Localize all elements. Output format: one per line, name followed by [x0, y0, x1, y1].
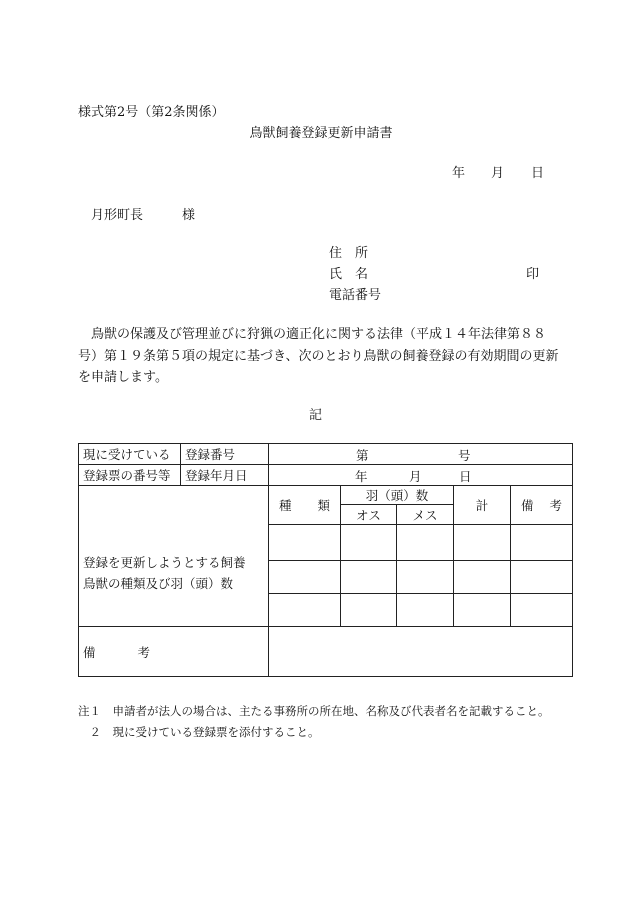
reg-no-dai: 第 [356, 448, 369, 463]
female-count-cell[interactable] [397, 561, 454, 594]
remarks-row-label [79, 627, 269, 677]
col-kind-char-1: 種 [279, 498, 292, 513]
seal-mark: 印 [526, 267, 540, 282]
col-female-header: メス [397, 505, 454, 525]
total-cell[interactable] [454, 561, 511, 594]
reg-date-month: 月 [409, 469, 422, 484]
form-number: 様式第2号（第2条関係） [78, 105, 225, 120]
renewal-species-label [79, 486, 269, 627]
body-line-3: を申請します。 [78, 370, 168, 385]
col-kind-header [269, 486, 341, 525]
date-year: 年 [452, 166, 466, 181]
remarks-cell[interactable] [511, 594, 573, 627]
col-kind-char-2: 類 [317, 498, 330, 513]
col-count-header: 羽（頭）数 [341, 486, 454, 505]
body-line-1: 鳥獣の保護及び管理並びに狩猟の適正化に関する法律（平成１４年法律第８８ [91, 327, 547, 342]
reg-date-day: 日 [459, 469, 472, 484]
reg-no-go: 号 [458, 448, 471, 463]
species-cell[interactable] [269, 594, 341, 627]
addressee-name: 月形町長 [91, 208, 144, 223]
female-count-cell[interactable] [397, 594, 454, 627]
date-month: 月 [491, 166, 505, 181]
current-registration-label-2: 登録票の番号等 [79, 465, 181, 486]
remarks-row-field[interactable] [269, 627, 573, 677]
name-label: 氏 名 [329, 267, 369, 282]
male-count-cell[interactable] [341, 525, 397, 561]
phone-label: 電話番号 [329, 288, 382, 303]
note-2: ２ 現に受けている登録票を添付すること。 [78, 725, 320, 739]
female-count-cell[interactable] [397, 525, 454, 561]
registration-number-label: 登録番号 [181, 444, 269, 465]
registration-number-field[interactable] [269, 444, 573, 465]
registration-date-label: 登録年月日 [181, 465, 269, 486]
species-cell[interactable] [269, 525, 341, 561]
col-male-header: オス [341, 505, 397, 525]
remarks-cell[interactable] [511, 561, 573, 594]
col-remarks-char-2: 考 [549, 498, 563, 513]
remarks-label-char-1: 備 [83, 644, 96, 660]
date-day: 日 [531, 166, 545, 181]
current-registration-label-1: 現に受けている [79, 444, 181, 465]
col-remarks-char-1: 備 [521, 498, 534, 513]
renewal-label-line-1: 登録を更新しようとする飼養 [83, 555, 246, 570]
total-cell[interactable] [454, 594, 511, 627]
body-line-2: 号）第１９条第５項の規定に基づき、次のとおり鳥獣の飼養登録の有効期間の更新 [78, 349, 559, 364]
remarks-cell[interactable] [511, 525, 573, 561]
note-1: 注１ 申請者が法人の場合は、主たる事務所の所在地、名称及び代表者名を記載すること。 [78, 704, 550, 718]
renewal-label-line-2: 鳥獣の種類及び羽（頭）数 [83, 576, 234, 591]
male-count-cell[interactable] [341, 594, 397, 627]
document-title: 鳥獣飼養登録更新申請書 [249, 126, 393, 141]
male-count-cell[interactable] [341, 561, 397, 594]
remarks-label-char-2: 考 [137, 644, 151, 660]
registration-date-field[interactable] [269, 465, 573, 486]
reg-date-year: 年 [355, 469, 368, 484]
col-total-header: 計 [454, 486, 511, 525]
addressee-honorific: 様 [182, 208, 196, 223]
registration-table [78, 443, 573, 677]
address-label: 住 所 [329, 246, 369, 261]
total-cell[interactable] [454, 525, 511, 561]
species-cell[interactable] [269, 561, 341, 594]
col-remarks-header [511, 486, 573, 525]
ki-heading: 記 [309, 408, 323, 423]
